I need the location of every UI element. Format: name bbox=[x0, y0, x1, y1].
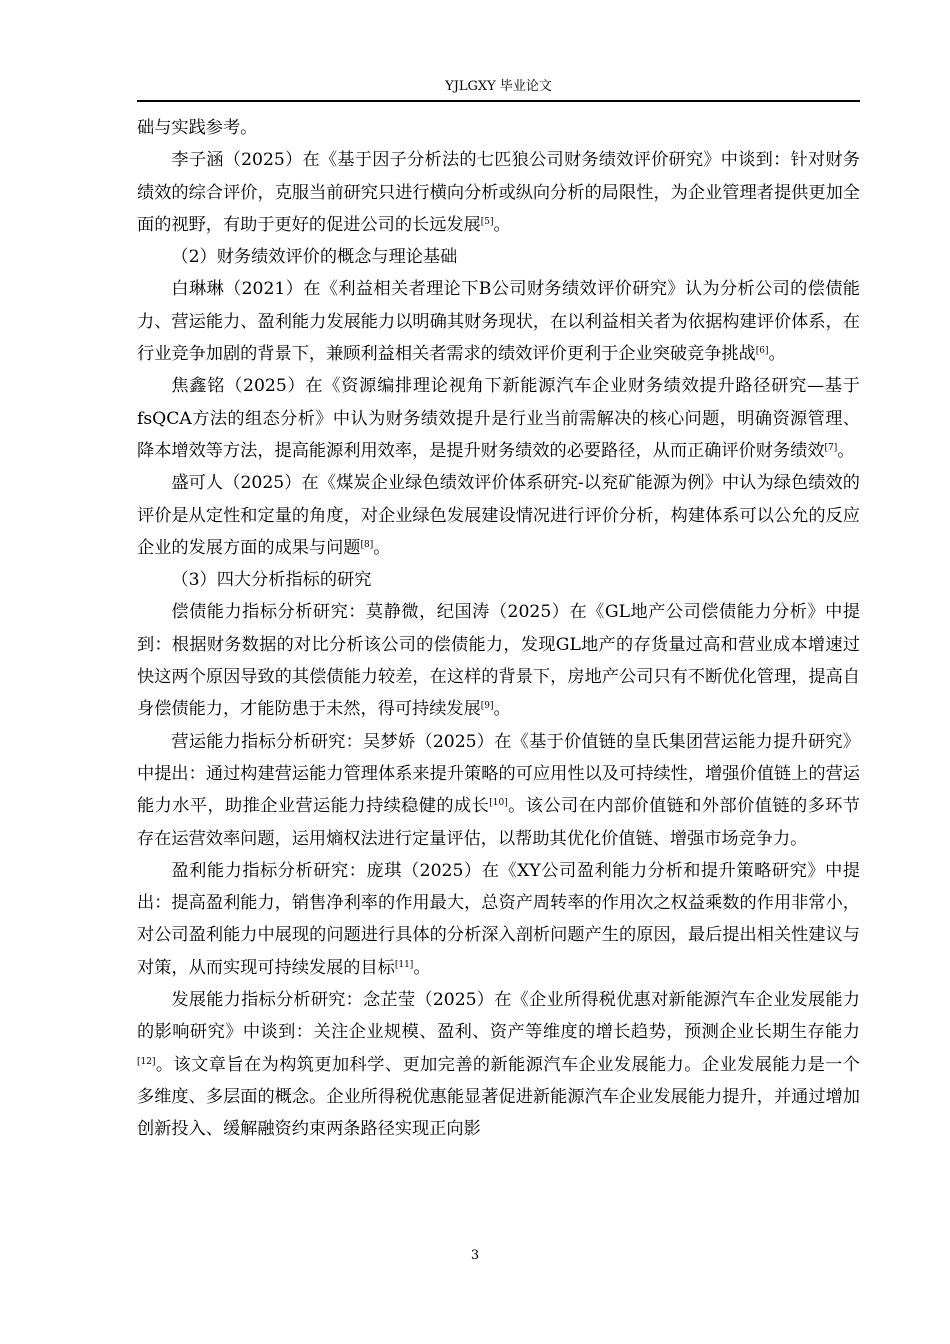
citation-ref: [9] bbox=[480, 701, 494, 712]
header-rule bbox=[137, 100, 860, 102]
citation-ref: [5] bbox=[480, 216, 494, 227]
citation-ref: [6] bbox=[755, 346, 769, 357]
section-heading: （2）财务绩效评价的概念与理论基础 bbox=[171, 247, 458, 268]
paragraph: 白琳琳（2021）在《利益相关者理论下B公司财务绩效评价研究》认为分析公司的偿债能力、营运能力、盈利能力发展能力以明确其财务现状，在以利益相关者为依据构建评价体系，在行业竞争加剧的背景下，兼顾利益相关者需求的绩效评价更利于企业突破竞争挑战[6]。 bbox=[137, 279, 860, 365]
running-header: YJLGXY 毕业论文 bbox=[445, 79, 552, 94]
citation-ref: [8] bbox=[360, 539, 374, 550]
citation-ref: [12] bbox=[137, 1056, 156, 1067]
citation-ref: [11] bbox=[394, 959, 414, 970]
citation-ref: [7] bbox=[824, 442, 838, 453]
paragraph: 偿债能力指标分析研究：莫静微，纪国涛（2025）在《GL地产公司偿债能力分析》中提到：根据财务数据的对比分析该公司的偿债能力，发现GL地产的存货量过高和营业成本增速过快这两个原因导致的其偿债能力较差，在这样的背景下，房地产公司只有不断优化管理，提高自身偿债能力，才能防患于未然，得可持续发展[9]。 bbox=[137, 602, 860, 720]
page-number: 3 bbox=[470, 1248, 480, 1263]
section-heading: （3）四大分析指标的研究 bbox=[171, 570, 372, 591]
paragraph: 焦鑫铭（2025）在《资源编排理论视角下新能源汽车企业财务绩效提升路径研究—基于fsQCA方法的组态分析》中认为财务绩效提升是行业当前需解决的核心问题，明确资源管理、降本增效等方法，提高能源利用效率，是提升财务绩效的必要路径，从而正确评价财务绩效[7]。 bbox=[137, 376, 860, 461]
citation-ref: [10] bbox=[489, 798, 508, 809]
paragraph: 盈利能力指标分析研究：庞琪（2025）在《XY公司盈利能力分析和提升策略研究》中提出：提高盈利能力，销售净利率的作用最大，总资产周转率的作用次之权益乘数的作用非常小，对公司盈利能力中展现的问题进行具体的分析深入剖析问题产生的原因，最后提出相关性建议与对策，从而实现可持续发展的目标[11]。 bbox=[137, 860, 860, 978]
paragraph: 盛可人（2025）在《煤炭企业绿色绩效评价体系研究-以兖矿能源为例》中认为绿色绩效的评价是从定性和定量的角度，对企业绿色发展建设情况进行评价分析，构建体系可以公允的反应企业的发展方面的成果与问题[8]。 bbox=[137, 473, 860, 558]
paragraph: 础与实践参考。 bbox=[137, 118, 258, 138]
paragraph: 发展能力指标分析研究：念芷莹（2025）在《企业所得税优惠对新能源汽车企业发展能力的影响研究》中谈到：关注企业规模、盈利、资产等维度的增长趋势，预测企业长期生存能力[12]。该文章旨在为构筑更加科学、更加完善的新能源汽车企业发展能力。企业发展能力是一个多维度、多层面的概念。企业所得税优惠能显著促进新能源汽车企业发展能力提升，并通过增加创新投入、缓解融资约束两条路径实现正向影 bbox=[137, 990, 860, 1140]
body-text bbox=[137, 112, 860, 1146]
paragraph: 营运能力指标分析研究：吴梦娇（2025）在《基于价值链的皇氏集团营运能力提升研究》中提出：通过构建营运能力管理体系来提升策略的可应用性以及可持续性，增强价值链上的营运能力水平，助推企业营运能力持续稳健的成长[10]。该公司在内部价值链和外部价值链的多环节存在运营效率问题，运用熵权法进行定量评估，以帮助其优化价值链、增强市场竞争力。 bbox=[137, 731, 860, 849]
paragraph: 李子涵（2025）在《基于因子分析法的七匹狼公司财务绩效评价研究》中谈到：针对财务绩效的综合评价，克服当前研究只进行横向分析或纵向分析的局限性，为企业管理者提供更加全面的视野，有助于更好的促进公司的长远发展[5]。 bbox=[137, 150, 860, 235]
